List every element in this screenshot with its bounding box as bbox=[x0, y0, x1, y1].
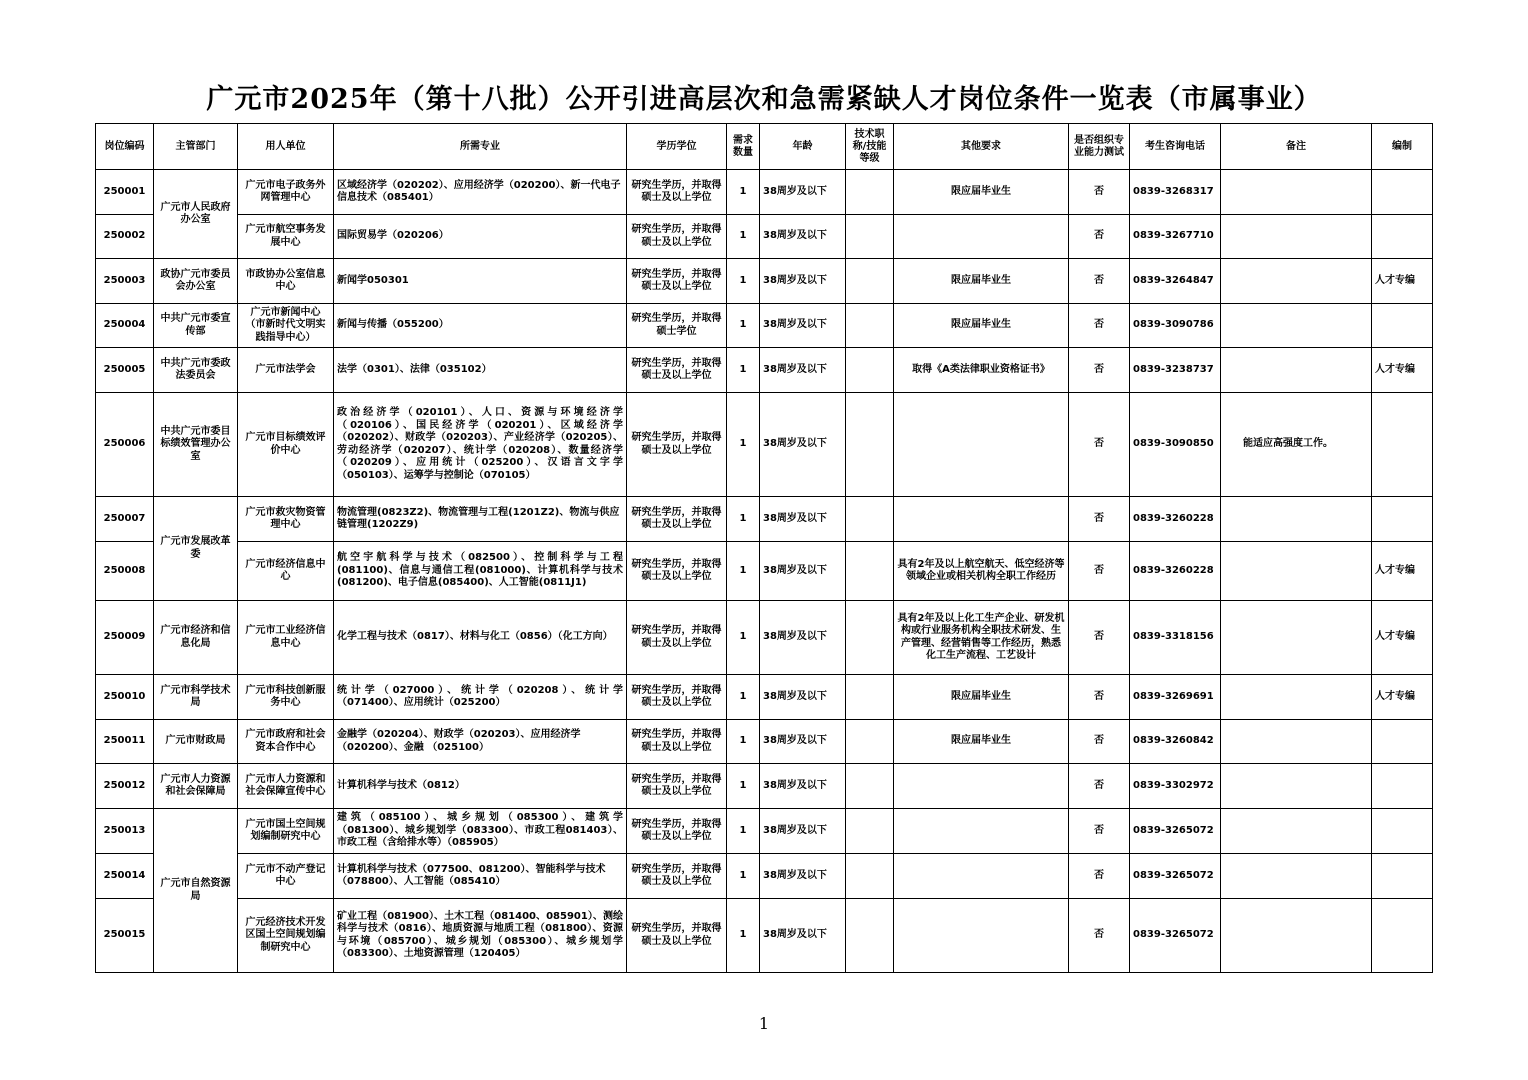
table-row bbox=[96, 601, 1433, 675]
cell-major: 航空宇航科学与技术（082500）、控制科学与工程(081100)、信息与通信工程(081000)、计算机科学与技术(081200)、电子信息(085400)、人工智能(0811J1) bbox=[334, 542, 627, 601]
cell-remark bbox=[1221, 542, 1372, 601]
cell-test: 否 bbox=[1069, 601, 1130, 675]
page-number: 1 bbox=[758, 1014, 770, 1033]
cell-major: 国际贸易学（020206） bbox=[334, 215, 627, 259]
cell-major: 区域经济学（020202）、应用经济学（020200）、新一代电子信息技术（085401） bbox=[334, 170, 627, 215]
cell-code: 250010 bbox=[96, 675, 154, 720]
cell-test: 否 bbox=[1069, 809, 1130, 854]
cell-phone: 0839-3264847 bbox=[1130, 259, 1221, 304]
cell-phone: 0839-3260228 bbox=[1130, 542, 1221, 601]
cell-remark bbox=[1221, 259, 1372, 304]
cell-age: 38周岁及以下 bbox=[760, 899, 846, 973]
cell-other bbox=[894, 497, 1069, 542]
cell-phone: 0839-3302972 bbox=[1130, 764, 1221, 809]
cell-num: 1 bbox=[727, 348, 760, 393]
cell-code: 250013 bbox=[96, 809, 154, 854]
cell-dept: 中共广元市委目标绩效管理办公室 bbox=[154, 393, 238, 497]
cell-quota: 人才专编 bbox=[1372, 542, 1433, 601]
cell-title bbox=[846, 542, 894, 601]
cell-edu: 研究生学历，并取得硕士及以上学位 bbox=[627, 170, 727, 215]
cell-unit: 广元市人力资源和社会保障宣传中心 bbox=[238, 764, 334, 809]
header-edu: 学历学位 bbox=[627, 124, 727, 170]
cell-major: 新闻与传播（055200） bbox=[334, 304, 627, 348]
cell-age: 38周岁及以下 bbox=[760, 764, 846, 809]
cell-phone: 0839-3265072 bbox=[1130, 854, 1221, 899]
cell-major: 金融学（020204）、财政学（020203）、应用经济学（020200）、金融 （025100） bbox=[334, 720, 627, 764]
cell-quota bbox=[1372, 720, 1433, 764]
cell-quota bbox=[1372, 393, 1433, 497]
cell-quota bbox=[1372, 809, 1433, 854]
cell-major: 政治经济学（020101）、人口、资源与环境经济学（020106）、国民经济学（020201）、区域经济学（020202）、财政学（020203）、产业经济学（020205）、劳动经济学（020207）、统计学（020208）、数量经济学（020209）、应用统计（025200）、汉语言文字学（050103）、运筹学与控制论（070105） bbox=[334, 393, 627, 497]
cell-edu: 研究生学历，并取得硕士及以上学位 bbox=[627, 720, 727, 764]
cell-test: 否 bbox=[1069, 854, 1130, 899]
table-row bbox=[96, 393, 1433, 497]
cell-age: 38周岁及以下 bbox=[760, 215, 846, 259]
cell-edu: 研究生学历，并取得硕士及以上学位 bbox=[627, 348, 727, 393]
cell-age: 38周岁及以下 bbox=[760, 348, 846, 393]
cell-edu: 研究生学历，并取得硕士及以上学位 bbox=[627, 764, 727, 809]
cell-num: 1 bbox=[727, 170, 760, 215]
cell-title bbox=[846, 854, 894, 899]
cell-remark bbox=[1221, 675, 1372, 720]
cell-other: 限应届毕业生 bbox=[894, 720, 1069, 764]
cell-phone: 0839-3090786 bbox=[1130, 304, 1221, 348]
cell-title bbox=[846, 601, 894, 675]
cell-phone: 0839-3267710 bbox=[1130, 215, 1221, 259]
cell-other bbox=[894, 393, 1069, 497]
cell-age: 38周岁及以下 bbox=[760, 170, 846, 215]
cell-remark bbox=[1221, 899, 1372, 973]
cell-unit: 广元市目标绩效评价中心 bbox=[238, 393, 334, 497]
cell-other: 限应届毕业生 bbox=[894, 304, 1069, 348]
cell-dept: 广元市科学技术局 bbox=[154, 675, 238, 720]
header-num: 需求数量 bbox=[727, 124, 760, 170]
cell-other bbox=[894, 899, 1069, 973]
cell-age: 38周岁及以下 bbox=[760, 601, 846, 675]
cell-edu: 研究生学历，并取得硕士及以上学位 bbox=[627, 542, 727, 601]
table-row bbox=[96, 348, 1433, 393]
cell-remark bbox=[1221, 497, 1372, 542]
cell-edu: 研究生学历，并取得硕士及以上学位 bbox=[627, 675, 727, 720]
table-row bbox=[96, 764, 1433, 809]
cell-num: 1 bbox=[727, 542, 760, 601]
cell-title bbox=[846, 809, 894, 854]
cell-dept: 广元市自然资源局 bbox=[154, 809, 238, 973]
cell-num: 1 bbox=[727, 675, 760, 720]
cell-age: 38周岁及以下 bbox=[760, 542, 846, 601]
cell-phone: 0839-3260228 bbox=[1130, 497, 1221, 542]
cell-other: 具有2年及以上航空航天、低空经济等领域企业或相关机构全职工作经历 bbox=[894, 542, 1069, 601]
cell-code: 250005 bbox=[96, 348, 154, 393]
cell-test: 否 bbox=[1069, 348, 1130, 393]
cell-test: 否 bbox=[1069, 497, 1130, 542]
positions-table bbox=[95, 123, 1433, 973]
cell-major: 矿业工程（081900）、土木工程（081400、085901）、测绘科学与技术（0816）、地质资源与地质工程（081800）、资源与环境（085700）、城乡规划（085300）、城乡规划学（083300）、土地资源管理（120405） bbox=[334, 899, 627, 973]
cell-major: 化学工程与技术（0817）、材料与化工（0856）（化工方向） bbox=[334, 601, 627, 675]
cell-title bbox=[846, 304, 894, 348]
cell-age: 38周岁及以下 bbox=[760, 259, 846, 304]
cell-edu: 研究生学历，并取得硕士及以上学位 bbox=[627, 854, 727, 899]
cell-unit: 广元市科技创新服务中心 bbox=[238, 675, 334, 720]
cell-quota: 人才专编 bbox=[1372, 259, 1433, 304]
cell-quota: 人才专编 bbox=[1372, 601, 1433, 675]
cell-remark bbox=[1221, 304, 1372, 348]
cell-age: 38周岁及以下 bbox=[760, 854, 846, 899]
cell-phone: 0839-3238737 bbox=[1130, 348, 1221, 393]
cell-major: 物流管理(0823Z2)、物流管理与工程(1201Z2)、物流与供应链管理(1202Z9) bbox=[334, 497, 627, 542]
cell-code: 250002 bbox=[96, 215, 154, 259]
cell-other bbox=[894, 809, 1069, 854]
cell-num: 1 bbox=[727, 393, 760, 497]
cell-dept: 政协广元市委员会办公室 bbox=[154, 259, 238, 304]
header-age: 年龄 bbox=[760, 124, 846, 170]
cell-num: 1 bbox=[727, 215, 760, 259]
cell-other: 限应届毕业生 bbox=[894, 675, 1069, 720]
cell-remark bbox=[1221, 215, 1372, 259]
cell-remark bbox=[1221, 348, 1372, 393]
cell-quota bbox=[1372, 899, 1433, 973]
cell-code: 250015 bbox=[96, 899, 154, 973]
cell-title bbox=[846, 259, 894, 304]
cell-phone: 0839-3265072 bbox=[1130, 809, 1221, 854]
cell-remark bbox=[1221, 809, 1372, 854]
cell-age: 38周岁及以下 bbox=[760, 809, 846, 854]
cell-test: 否 bbox=[1069, 764, 1130, 809]
cell-num: 1 bbox=[727, 899, 760, 973]
header-quota: 编制 bbox=[1372, 124, 1433, 170]
page-title: 广元市2025年（第十八批）公开引进高层次和急需紧缺人才岗位条件一览表（市属事业） bbox=[206, 84, 1322, 115]
table-row bbox=[96, 809, 1433, 854]
cell-phone: 0839-3269691 bbox=[1130, 675, 1221, 720]
cell-dept: 中共广元市委宣传部 bbox=[154, 304, 238, 348]
cell-quota: 人才专编 bbox=[1372, 348, 1433, 393]
cell-other bbox=[894, 215, 1069, 259]
cell-unit: 广元经济技术开发区国土空间规划编制研究中心 bbox=[238, 899, 334, 973]
cell-dept: 广元市人力资源和社会保障局 bbox=[154, 764, 238, 809]
cell-phone: 0839-3265072 bbox=[1130, 899, 1221, 973]
cell-title bbox=[846, 348, 894, 393]
cell-code: 250004 bbox=[96, 304, 154, 348]
cell-title bbox=[846, 899, 894, 973]
cell-num: 1 bbox=[727, 720, 760, 764]
header-test: 是否组织专业能力测试 bbox=[1069, 124, 1130, 170]
cell-dept: 广元市发展改革委 bbox=[154, 497, 238, 601]
cell-phone: 0839-3090850 bbox=[1130, 393, 1221, 497]
cell-major: 计算机科学与技术（0812） bbox=[334, 764, 627, 809]
table-row bbox=[96, 899, 1433, 973]
cell-unit: 广元市经济信息中心 bbox=[238, 542, 334, 601]
cell-title bbox=[846, 720, 894, 764]
table-row bbox=[96, 497, 1433, 542]
cell-age: 38周岁及以下 bbox=[760, 720, 846, 764]
cell-unit: 广元市工业经济信息中心 bbox=[238, 601, 334, 675]
cell-edu: 研究生学历，并取得硕士及以上学位 bbox=[627, 809, 727, 854]
cell-other: 限应届毕业生 bbox=[894, 170, 1069, 215]
cell-title bbox=[846, 497, 894, 542]
table-row bbox=[96, 170, 1433, 215]
cell-unit: 广元市电子政务外网管理中心 bbox=[238, 170, 334, 215]
cell-test: 否 bbox=[1069, 720, 1130, 764]
cell-quota bbox=[1372, 170, 1433, 215]
cell-test: 否 bbox=[1069, 542, 1130, 601]
cell-dept: 广元市经济和信息化局 bbox=[154, 601, 238, 675]
cell-major: 新闻学050301 bbox=[334, 259, 627, 304]
cell-code: 250001 bbox=[96, 170, 154, 215]
cell-other: 取得《A类法律职业资格证书》 bbox=[894, 348, 1069, 393]
header-code: 岗位编码 bbox=[96, 124, 154, 170]
cell-other: 具有2年及以上化工生产企业、研发机构或行业服务机构全职技术研发、生产管理、经营销售等工作经历，熟悉化工生产流程、工艺设计 bbox=[894, 601, 1069, 675]
cell-title bbox=[846, 675, 894, 720]
cell-age: 38周岁及以下 bbox=[760, 497, 846, 542]
cell-major: 法学（0301）、法律（035102） bbox=[334, 348, 627, 393]
cell-code: 250014 bbox=[96, 854, 154, 899]
cell-quota bbox=[1372, 854, 1433, 899]
cell-code: 250007 bbox=[96, 497, 154, 542]
cell-dept: 广元市财政局 bbox=[154, 720, 238, 764]
cell-major: 建筑（085100）、城乡规划（085300）、建筑学（081300）、城乡规划学（083300）、市政工程081403）、市政工程（含给排水等）（085905） bbox=[334, 809, 627, 854]
cell-phone: 0839-3268317 bbox=[1130, 170, 1221, 215]
cell-quota bbox=[1372, 497, 1433, 542]
cell-code: 250008 bbox=[96, 542, 154, 601]
cell-dept: 中共广元市委政法委员会 bbox=[154, 348, 238, 393]
cell-remark bbox=[1221, 764, 1372, 809]
cell-remark bbox=[1221, 170, 1372, 215]
cell-unit: 市政协办公室信息中心 bbox=[238, 259, 334, 304]
cell-edu: 研究生学历，并取得硕士及以上学位 bbox=[627, 899, 727, 973]
cell-other: 限应届毕业生 bbox=[894, 259, 1069, 304]
header-title: 技术职称/技能等级 bbox=[846, 124, 894, 170]
cell-age: 38周岁及以下 bbox=[760, 304, 846, 348]
cell-code: 250006 bbox=[96, 393, 154, 497]
cell-title bbox=[846, 170, 894, 215]
cell-edu: 研究生学历，并取得硕士及以上学位 bbox=[627, 215, 727, 259]
cell-remark bbox=[1221, 601, 1372, 675]
cell-remark bbox=[1221, 854, 1372, 899]
header-other: 其他要求 bbox=[894, 124, 1069, 170]
cell-quota bbox=[1372, 304, 1433, 348]
header-major: 所需专业 bbox=[334, 124, 627, 170]
cell-unit: 广元市国土空间规划编制研究中心 bbox=[238, 809, 334, 854]
cell-quota: 人才专编 bbox=[1372, 675, 1433, 720]
cell-unit: 广元市法学会 bbox=[238, 348, 334, 393]
cell-unit: 广元市政府和社会资本合作中心 bbox=[238, 720, 334, 764]
cell-age: 38周岁及以下 bbox=[760, 393, 846, 497]
cell-title bbox=[846, 215, 894, 259]
cell-test: 否 bbox=[1069, 259, 1130, 304]
cell-num: 1 bbox=[727, 259, 760, 304]
cell-other bbox=[894, 854, 1069, 899]
table-row bbox=[96, 259, 1433, 304]
cell-unit: 广元市救灾物资管理中心 bbox=[238, 497, 334, 542]
table-row bbox=[96, 542, 1433, 601]
cell-phone: 0839-3318156 bbox=[1130, 601, 1221, 675]
cell-other bbox=[894, 764, 1069, 809]
cell-code: 250011 bbox=[96, 720, 154, 764]
cell-unit: 广元市新闻中心（市新时代文明实践指导中心） bbox=[238, 304, 334, 348]
cell-num: 1 bbox=[727, 304, 760, 348]
cell-title bbox=[846, 764, 894, 809]
cell-phone: 0839-3260842 bbox=[1130, 720, 1221, 764]
table-row bbox=[96, 854, 1433, 899]
cell-test: 否 bbox=[1069, 304, 1130, 348]
cell-num: 1 bbox=[727, 764, 760, 809]
header-dept: 主管部门 bbox=[154, 124, 238, 170]
table-header-row bbox=[96, 124, 1433, 170]
cell-code: 250003 bbox=[96, 259, 154, 304]
cell-code: 250012 bbox=[96, 764, 154, 809]
cell-age: 38周岁及以下 bbox=[760, 675, 846, 720]
cell-edu: 研究生学历，并取得硕士及以上学位 bbox=[627, 259, 727, 304]
header-phone: 考生咨询电话 bbox=[1130, 124, 1221, 170]
cell-edu: 研究生学历，并取得硕士及以上学位 bbox=[627, 393, 727, 497]
cell-test: 否 bbox=[1069, 215, 1130, 259]
cell-test: 否 bbox=[1069, 899, 1130, 973]
cell-quota bbox=[1372, 215, 1433, 259]
cell-unit: 广元市航空事务发展中心 bbox=[238, 215, 334, 259]
table-row bbox=[96, 675, 1433, 720]
cell-test: 否 bbox=[1069, 393, 1130, 497]
cell-num: 1 bbox=[727, 809, 760, 854]
cell-edu: 研究生学历，并取得硕士学位 bbox=[627, 304, 727, 348]
cell-num: 1 bbox=[727, 497, 760, 542]
cell-major: 计算机科学与技术（077500、081200）、智能科学与技术（078800）、人工智能（085410） bbox=[334, 854, 627, 899]
cell-edu: 研究生学历，并取得硕士及以上学位 bbox=[627, 497, 727, 542]
cell-test: 否 bbox=[1069, 675, 1130, 720]
cell-num: 1 bbox=[727, 601, 760, 675]
table-row bbox=[96, 215, 1433, 259]
cell-edu: 研究生学历，并取得硕士及以上学位 bbox=[627, 601, 727, 675]
cell-title bbox=[846, 393, 894, 497]
cell-dept: 广元市人民政府办公室 bbox=[154, 170, 238, 259]
cell-test: 否 bbox=[1069, 170, 1130, 215]
table-row bbox=[96, 304, 1433, 348]
header-remark: 备注 bbox=[1221, 124, 1372, 170]
header-unit: 用人单位 bbox=[238, 124, 334, 170]
cell-remark: 能适应高强度工作。 bbox=[1221, 393, 1372, 497]
cell-remark bbox=[1221, 720, 1372, 764]
cell-quota bbox=[1372, 764, 1433, 809]
cell-unit: 广元市不动产登记中心 bbox=[238, 854, 334, 899]
cell-major: 统计学（027000）、统计学（020208）、统计学（071400）、应用统计（025200） bbox=[334, 675, 627, 720]
cell-num: 1 bbox=[727, 854, 760, 899]
cell-code: 250009 bbox=[96, 601, 154, 675]
table-row bbox=[96, 720, 1433, 764]
